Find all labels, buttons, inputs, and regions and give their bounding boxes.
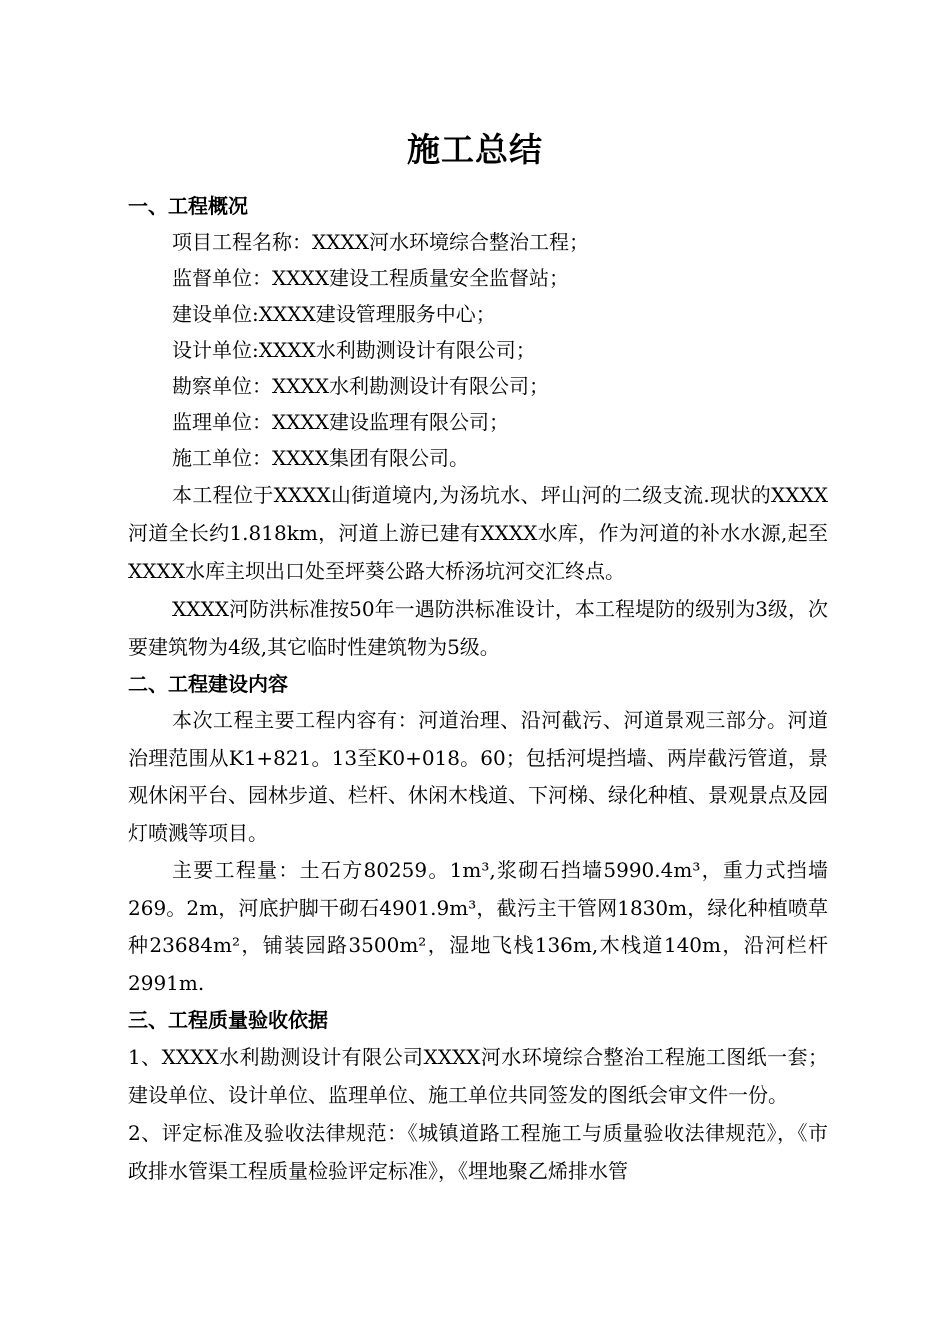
info-line-design: 设计单位:XXXX水利勘测设计有限公司；: [172, 338, 536, 362]
info-line-survey: 勘察单位：XXXX水利勘测设计有限公司；: [172, 374, 549, 398]
overview-flood-standard-paragraph: XXXX河防洪标准按50年一遇防洪标准设计，本工程堤防的级别为3级，次要建筑物为4级,其它临时性建筑物为5级。: [128, 597, 828, 659]
section-heading-content: 二、工程建设内容: [128, 672, 288, 696]
acceptance-basis-item-2: 2、评定标准及验收法律规范：《城镇道路工程施工与质量验收法律规范》，《市政排水管渠工程质量检验评定标准》，《埋地聚乙烯排水管: [128, 1121, 828, 1183]
info-line-project-name: 项目工程名称：XXXX河水环境综合整治工程；: [172, 230, 589, 254]
document-title: 施工总结: [407, 130, 543, 169]
info-line-contractor: 施工单位：XXXX集团有限公司。: [172, 446, 469, 470]
overview-location-paragraph: 本工程位于XXXX山街道境内,为汤坑水、坪山河的二级支流.现状的XXXX河道全长约1.818km，河道上游已建有XXXX水库，作为河道的补水水源,起至XXXX水库主坝出口处至坪葵公路大桥汤坑河交汇终点。: [128, 483, 828, 583]
document-body: [128, 188, 828, 1190]
info-line-supervisor: 监理单位：XXXX建设监理有限公司；: [172, 410, 509, 434]
content-scope-paragraph: 本次工程主要工程内容有：河道治理、沿河截污、河道景观三部分。河道治理范围从K1+821。13至K0+018。60；包括河堤挡墙、两岸截污管道，景观休闲平台、园林步道、栏杆、休闲木栈道、下河梯、绿化种植、景观景点及园灯喷溅等项目。: [128, 708, 828, 845]
section-heading-acceptance-basis: 三、工程质量验收依据: [128, 1008, 328, 1032]
acceptance-basis-item-1: 1、XXXX水利勘测设计有限公司XXXX河水环境综合整治工程施工图纸一套；建设单位、设计单位、监理单位、施工单位共同签发的图纸会审文件一份。: [128, 1045, 828, 1107]
section-heading-overview: 一、工程概况: [128, 194, 248, 218]
content-quantities-paragraph: 主要工程量：土石方80259。1m³,浆砌石挡墙5990.4m³，重力式挡墙269。2m，河底护脚干砌石4901.9m³，截污主干管网1830m，绿化种植喷草种23684m²，铺装园路3500m²，湿地飞栈136m,木栈道140m，沿河栏杆2991m.: [128, 858, 828, 995]
info-line-construction-owner: 建设单位:XXXX建设管理服务中心；: [172, 302, 496, 326]
info-line-supervision: 监督单位：XXXX建设工程质量安全监督站；: [172, 266, 569, 290]
